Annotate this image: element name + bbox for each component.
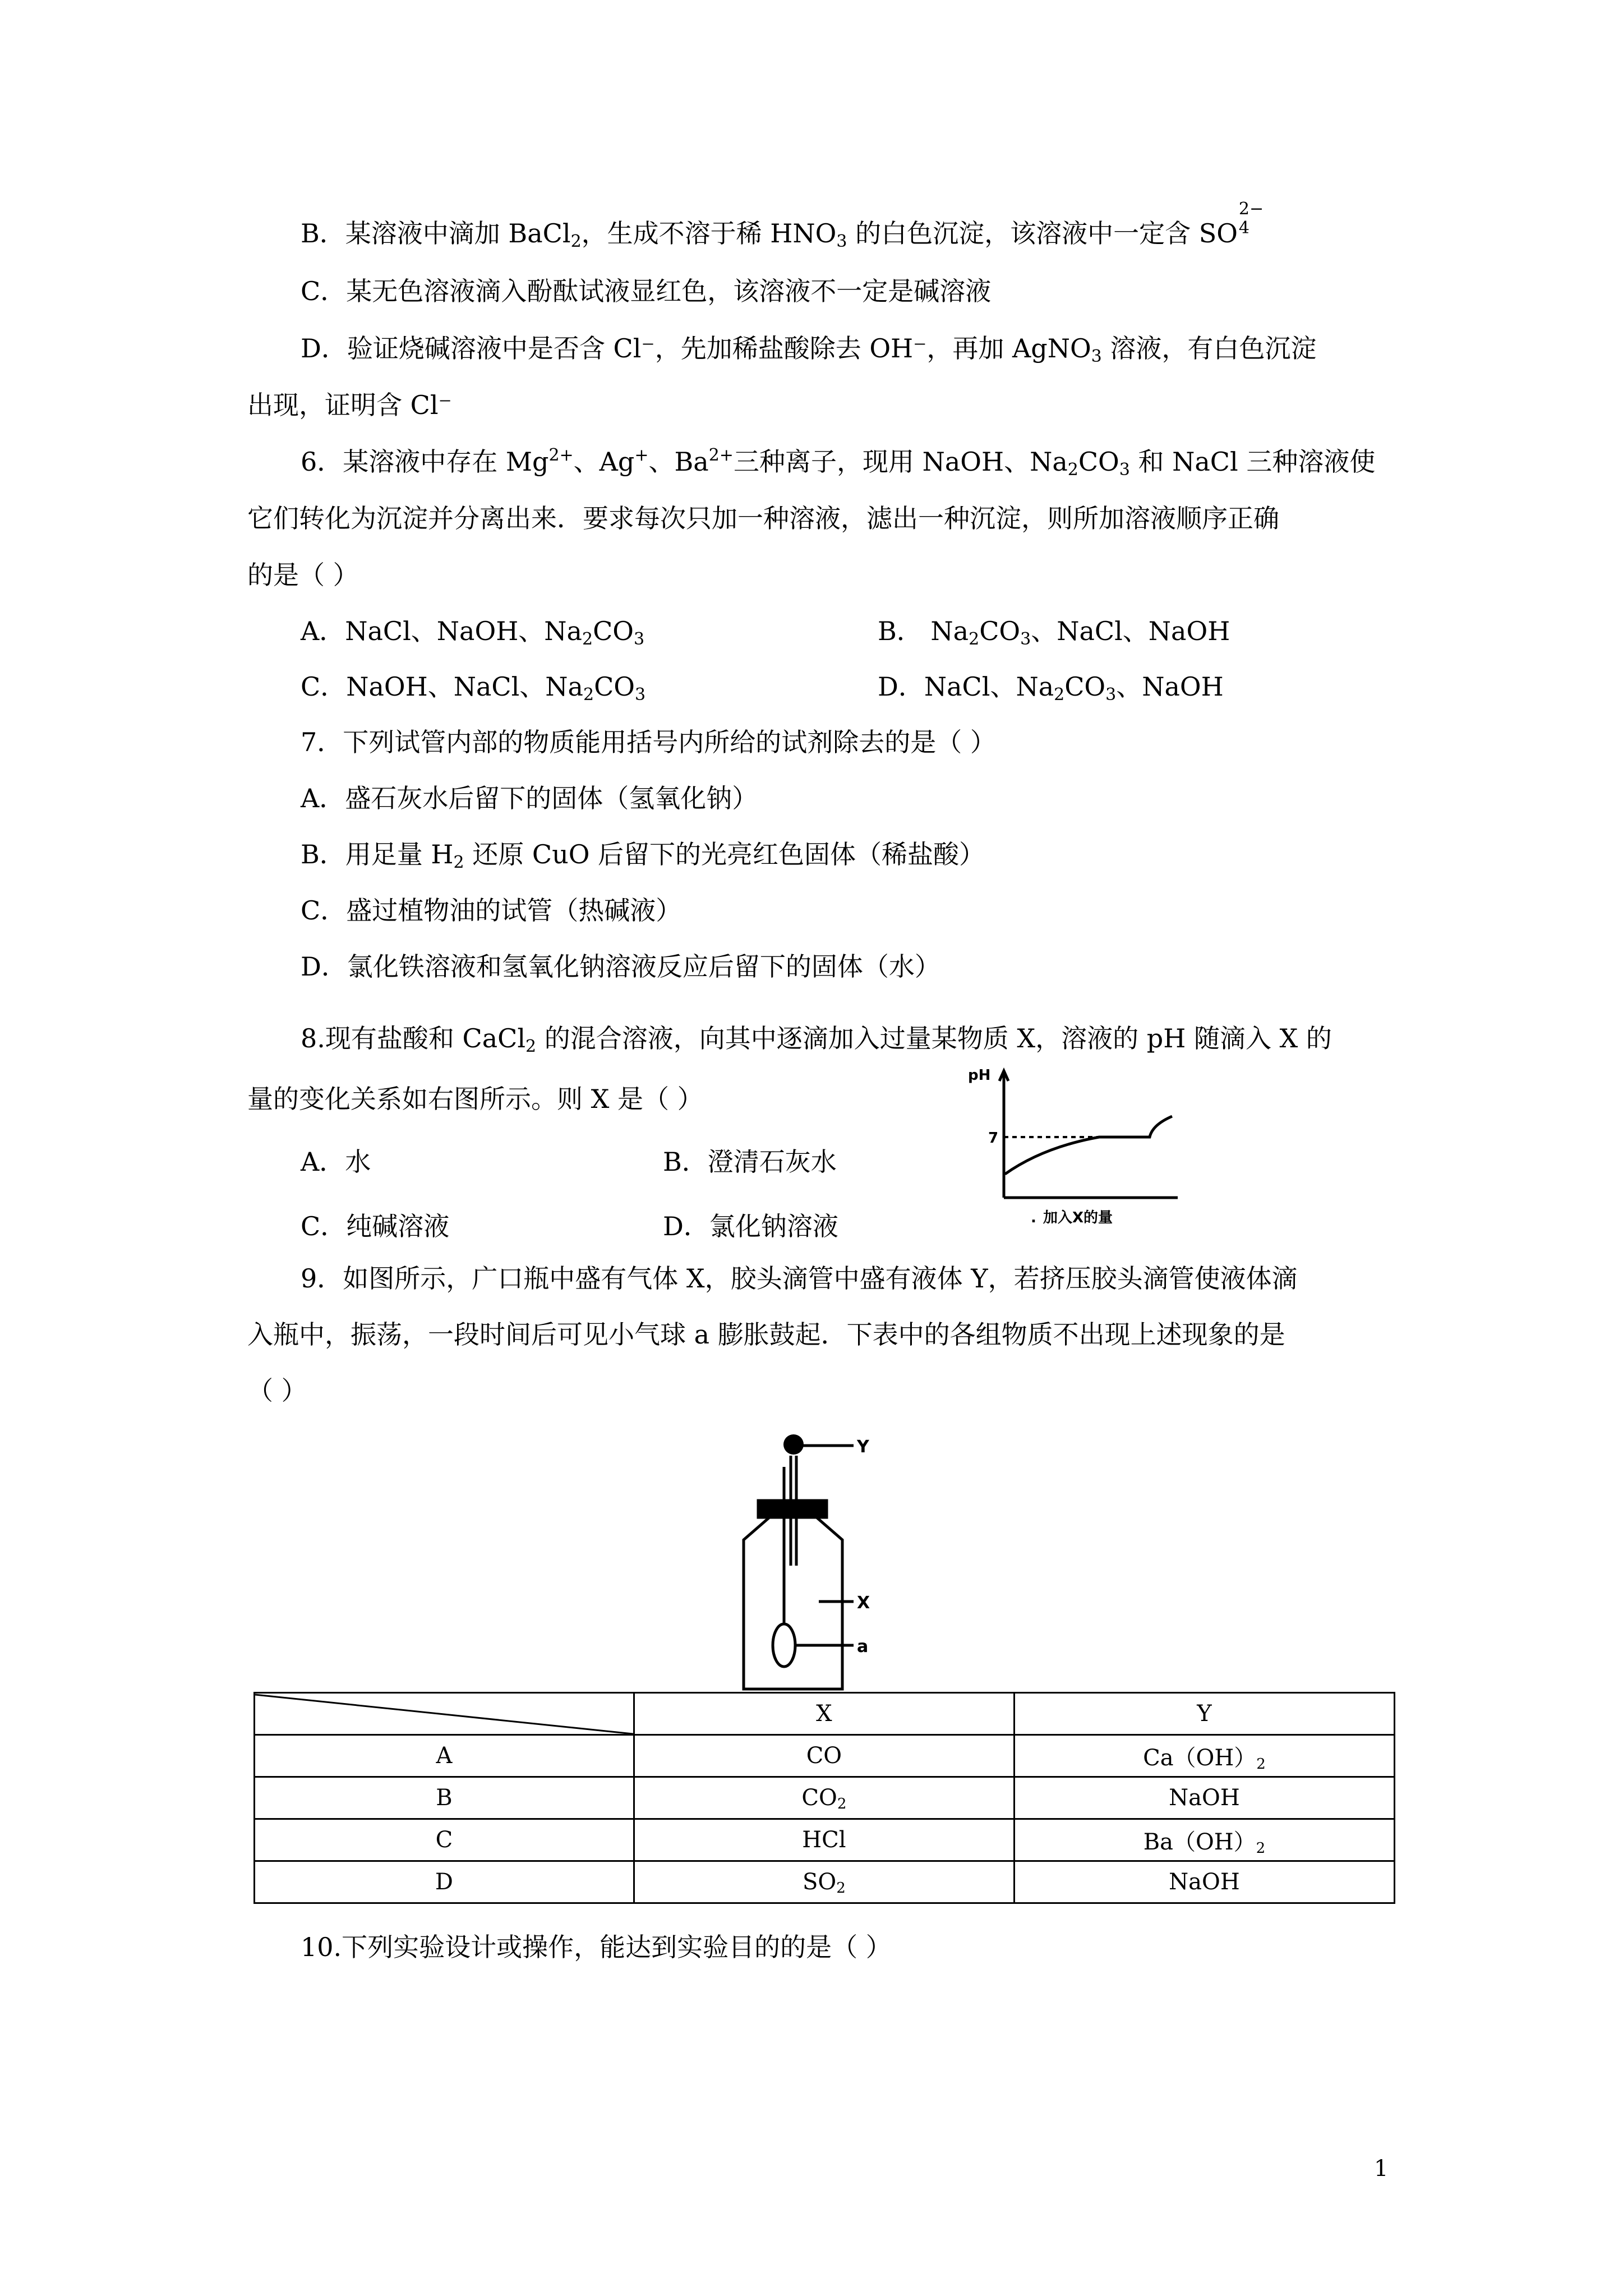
q6-option-d: D．NaCl、$Na_2CO_3$、NaOH	[878, 671, 1224, 705]
dropper-bulb	[783, 1434, 804, 1455]
table-row	[255, 1777, 1395, 1819]
q7-option-c: C．盛过植物油的试管（热碱液）	[301, 895, 682, 926]
table-row	[255, 1861, 1395, 1903]
cell-y: $Ca(OH)_2$	[1014, 1735, 1394, 1777]
q6-stem-line3: 的是（ ）	[247, 560, 359, 590]
cell-x: CO	[634, 1735, 1014, 1777]
stopper	[758, 1501, 827, 1517]
q7-option-d: D．氯化铁溶液和氢氧化钠溶液反应后留下的固体（水）	[301, 951, 940, 982]
ph-tick-7: 7	[988, 1130, 999, 1147]
label-a: a	[857, 1637, 869, 1657]
q7-option-a: A．盛石灰水后留下的固体（氢氧化钠）	[301, 783, 758, 813]
cell-x: $CO_2$	[634, 1777, 1014, 1819]
q6-option-b: B． $Na_2CO_3$、NaCl、NaOH	[878, 616, 1230, 649]
table-row	[255, 1819, 1395, 1861]
table-header-row	[255, 1693, 1395, 1735]
q8-stem-line2: 量的变化关系如右图所示。则 X 是（ ）	[247, 1084, 703, 1114]
q5-option-b: B．某溶液中滴加 BaCl$_2$，生成不溶于稀 $HNO_3$ 的白色沉淀，该溶液中一定含 SO 2− 4	[301, 199, 1264, 251]
q6-stem-line1: 6．某溶液中存在 $Mg^{2+}$、Ag+、$Ba^{2+}$三种离子，现用 NaOH、$Na_2CO_3$ 和 NaCl 三种溶液使	[301, 445, 1376, 480]
cell-x: HCl	[634, 1819, 1014, 1861]
q8-option-c: C．纯碱溶液	[301, 1211, 450, 1241]
q8-stem-line1: 8.现有盐酸和 CaCl$_2$ 的混合溶液，向其中逐滴加入过量某物质 X，溶液的 pH 随滴入 X 的	[301, 1023, 1332, 1056]
x-axis-mark: .	[1031, 1209, 1036, 1226]
q9-options-table	[253, 1692, 1395, 1904]
q5-option-d-line2: 出现，证明含 Cl⁻	[247, 390, 452, 420]
q6-option-a: A．NaCl、NaOH、$Na_2CO_3$	[301, 616, 645, 649]
q8-option-d: D．氯化钠溶液	[663, 1211, 838, 1241]
label-x: X	[857, 1593, 870, 1613]
ph-axis-label: pH	[968, 1067, 991, 1084]
sulfate-ion-charge: 2− 4	[1238, 199, 1264, 238]
table-row	[255, 1735, 1395, 1777]
page-number: 1	[1374, 2156, 1389, 2182]
q7-option-b: B．用足量 $H_2$ 还原 CuO 后留下的光亮红色固体（稀盐酸）	[301, 839, 985, 872]
label-y: Y	[857, 1437, 869, 1457]
ph-curve	[1005, 1116, 1172, 1174]
row-label: D	[255, 1861, 634, 1903]
q6-stem-line2: 它们转化为沉淀并分离出来．要求每次只加一种溶液，滤出一种沉淀，则所加溶液顺序正确	[247, 503, 1279, 533]
bottle-body	[744, 1517, 842, 1689]
cell-y: $Ba(OH)_2$	[1014, 1819, 1394, 1861]
q8-option-a: A．水	[301, 1147, 371, 1177]
q6-option-c: C．NaOH、NaCl、$Na_2CO_3$	[301, 671, 646, 705]
diagonal-header-cell	[255, 1693, 634, 1735]
q5-option-c: C．某无色溶液滴入酚酞试液显红色，该溶液不一定是碱溶液	[301, 276, 992, 306]
q9-stem-line1: 9．如图所示，广口瓶中盛有气体 X，胶头滴管中盛有液体 Y，若挤压胶头滴管使液体滴	[301, 1263, 1298, 1294]
balloon-a	[773, 1624, 795, 1667]
row-label: B	[255, 1777, 634, 1819]
cell-x: $SO_2$	[634, 1861, 1014, 1903]
cell-y: NaOH	[1014, 1861, 1394, 1903]
cell-y: NaOH	[1014, 1777, 1394, 1819]
ph-curve-figure	[959, 1063, 1195, 1231]
q8-option-b: B．澄清石灰水	[663, 1147, 837, 1177]
q5-option-d-line1: D．验证烧碱溶液中是否含 Cl⁻，先加稀盐酸除去 OH⁻，再加 AgNO$_3$ 溶液，有白色沉淀	[301, 333, 1317, 366]
bottle-apparatus-figure	[723, 1433, 892, 1691]
header-x: X	[634, 1693, 1014, 1735]
q7-stem: 7．下列试管内部的物质能用括号内所给的试剂除去的是（ ）	[301, 727, 996, 757]
row-label: A	[255, 1735, 634, 1777]
header-y: Y	[1014, 1693, 1394, 1735]
x-axis-label: 加入X的量	[1043, 1209, 1113, 1226]
q9-stem-line2: 入瓶中，振荡，一段时间后可见小气球 a 膨胀鼓起．下表中的各组物质不出现上述现象的是	[247, 1319, 1285, 1350]
q10-stem: 10.下列实验设计或操作，能达到实验目的的是（ ）	[301, 1932, 892, 1962]
q9-stem-line3: （ ）	[247, 1375, 307, 1406]
row-label: C	[255, 1819, 634, 1861]
